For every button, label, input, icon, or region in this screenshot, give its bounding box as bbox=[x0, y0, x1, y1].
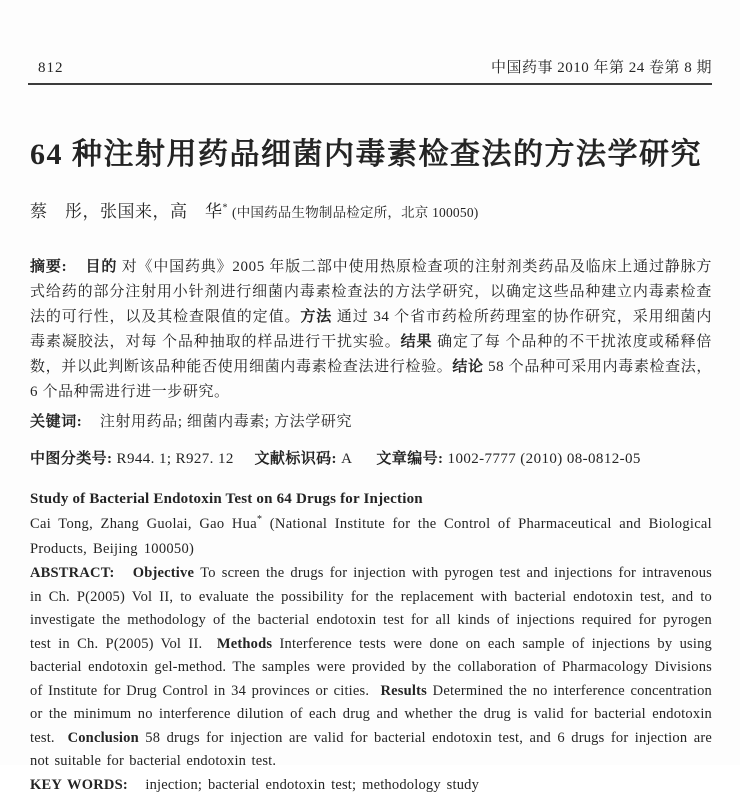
authors-line-en bbox=[30, 512, 712, 562]
abstract-cn: 摘要: 目的 对《中国药典》2005 年版二部中使用热原检查项的注射剂类药品及临床上通过静脉方式给药的部分注射用小针剂进行细菌内毒素检查法的方法学研究，以确定这些品种建立内毒素检查法的可行性，以及其检查限值的定值。方法 通过 34 个省市药检所药理室的协作研究，采用细菌内毒素凝胶法，对每 个品种抽取的样品进行干扰实验。结果 确定了每 个品种的不干扰浓度或稀释倍数，并以此判断该品种能否使用细菌内毒素检查法进行检验。结论 58 个品种可采用内毒素检查法，6 个品种需进行进一步研究。 bbox=[30, 255, 712, 405]
corresponding-author-mark-en: * bbox=[257, 514, 262, 525]
author-names-cn: 蔡 彤，张国来，高 华 bbox=[30, 202, 223, 221]
article-title-cn: 64 种注射用药品细菌内毒素检查法的方法学研究 bbox=[30, 137, 712, 173]
classification-meta-line: 中图分类号: R944. 1; R927. 12 文献标识码: A 文章编号: 1002-7777 (2010) 08-0812-05 bbox=[30, 449, 712, 470]
running-head bbox=[28, 0, 712, 85]
english-section bbox=[30, 487, 712, 797]
authors-line-cn bbox=[30, 201, 712, 224]
corresponding-author-mark: * bbox=[223, 202, 229, 213]
article-title-en: Study of Bacterial Endotoxin Test on 64 Drugs for Injection bbox=[30, 487, 712, 511]
article-content bbox=[30, 137, 712, 797]
journal-issue-info: 中国药事 2010 年第 24 卷第 8 期 bbox=[491, 58, 712, 78]
keywords-en: KEY WORDS: injection; bacterial endotoxin test; methodology study bbox=[30, 774, 712, 797]
keywords-cn: 关键词: 注射用药品; 细菌内毒素; 方法学研究 bbox=[30, 412, 712, 433]
author-names-en: Cai Tong, Zhang Guolai, Gao Hua bbox=[30, 516, 257, 532]
page-number: 812 bbox=[28, 58, 64, 78]
abstract-en: ABSTRACT: Objective To screen the drugs for injection with pyrogen test and injections for intravenous in Ch. P(2005) Vol II, to evaluate the possibility for the replacement with bacterial endotoxin test, and to investigate the methodology of the bacterial endotoxin test for all kinds of injections required for pyrogen test in Ch. P(2005) Vol II. Methods Interference tests were done on each sample of injections by using bacterial endotoxin gel-method. The samples were provided by the collaboration of Pharmacology Divisions of Institute for Drug Control in 34 provinces or cities. Results Determined the no interference concentration or the minimum no interference dilution of each drug and whether the drug is valid for bacterial endotoxin test. Conclusion 58 drugs for injection are valid for bacterial endotoxin test, and 6 drugs for injection are not suitable for bacterial endotoxin test. bbox=[30, 562, 712, 774]
affiliation-cn: (中国药品生物制品检定所，北京 100050) bbox=[232, 205, 478, 220]
affiliation-en: (National Institute for the Control of Pharmaceutical and Biological Products, Beijing 100050) bbox=[30, 516, 712, 557]
